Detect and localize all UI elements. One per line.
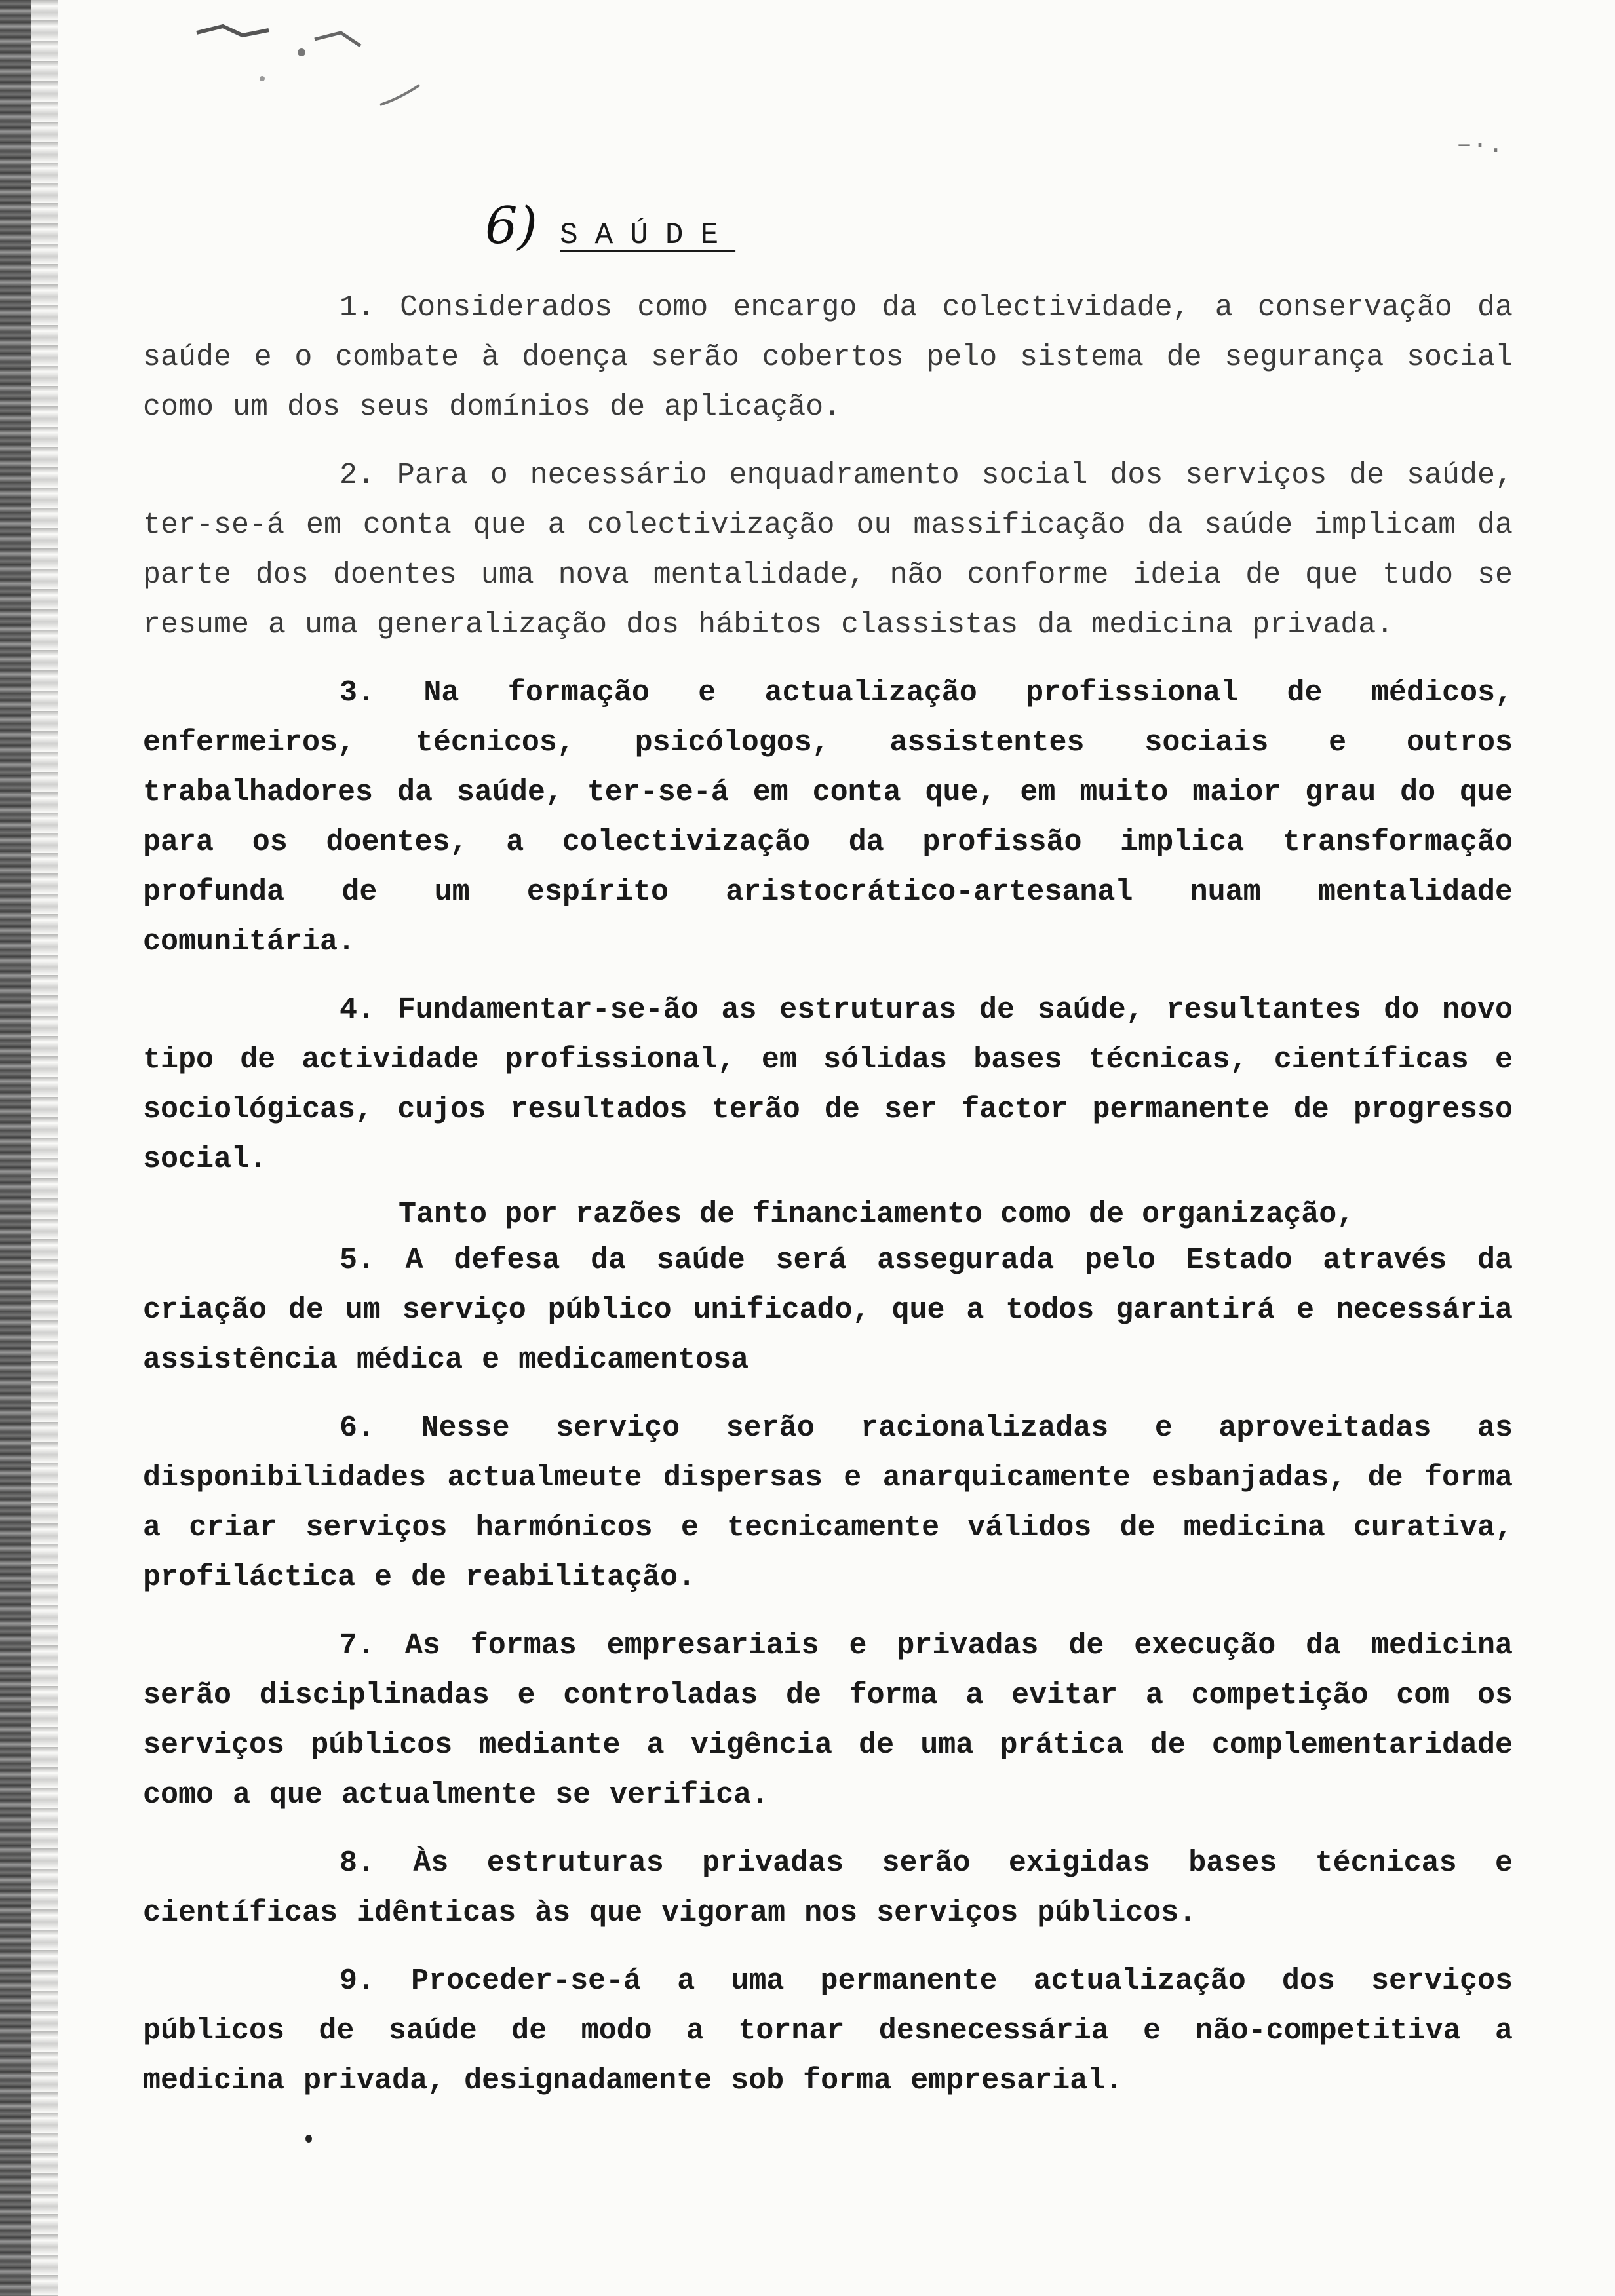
scan-edge-noise (0, 0, 31, 2296)
paragraph-9: 9. Proceder-se-á a uma permanente actualização dos serviços públicos de saúde de modo a tornar desnecessária e não-competitiva a medicina privada, designadamente sob forma empresarial. (143, 1964, 1513, 2097)
document-body (143, 283, 1513, 2124)
paragraph-3: 3. Na formação e actualização profissional de médicos, enfermeiros, técnicos, psicólogos, assistentes sociais e outros trabalhadores da saúde, ter-se-á em conta que, em muito maior grau do que para os doentes, a colectivização da profissão implica transformação profunda de um espírito aristocrático-artesanal nuam mentalidade comunitária. (143, 676, 1513, 959)
corner-pencil-mark: –·. (1456, 131, 1504, 161)
section-number: 6) (485, 197, 538, 256)
paragraph-8: 8. Às estruturas privadas serão exigidas bases técnicas e científicas idênticas às que vigoram nos serviços públicos. (143, 1846, 1513, 1930)
paragraph-1: 1. Considerados como encargo da colectividade, a conservação da saúde e o combate à doença serão cobertos pelo sistema de segurança social como um dos seus domínios de aplicação. (143, 291, 1513, 424)
paragraph-7: 7. As formas empresariais e privadas de execução da medicina serão disciplinadas e controladas de forma a evitar a competição com os serviços públicos mediante a vigência de uma prática de complementaridade como a que actualmente se verifica. (143, 1629, 1513, 1812)
section-heading (485, 197, 735, 256)
paragraph-2: 2. Para o necessário enquadramento social dos serviços de saúde, ter-se-á em conta que a colectivização ou massificação da saúde implicam da parte dos doentes uma nova mentalidade, não conforme ideia de que tudo se resume a uma generalização dos hábitos classistas da medicina privada. (143, 459, 1513, 641)
ink-dot (305, 2135, 312, 2143)
paragraph-6: 6. Nesse serviço serão racionalizadas e aproveitadas as disponibilidades actualmeute dispersas e anarquicamente esbanjadas, de forma a criar serviços harmónicos e tecnicamente válidos de medicina curativa, profiláctica e de reabilitação. (143, 1411, 1513, 1594)
section-title: SAÚDE (560, 218, 736, 252)
paragraph-5: 5. A defesa da saúde será assegurada pelo Estado através da criação de um serviço público unificado, que a todos garantirá e necessária assistência médica e medicamentosa (143, 1244, 1513, 1377)
scan-edge-shadow (31, 0, 58, 2296)
paragraph-5-insertion: Tanto por razões de financiamento como de organização, (399, 1198, 1355, 1231)
paragraph-4: 4. Fundamentar-se-ão as estruturas de saúde, resultantes do novo tipo de actividade profissional, em sólidas bases técnicas, científicas e sociológicas, cujos resultados terão de ser factor permanente de progresso social. (143, 993, 1513, 1176)
scan-top-smudges (184, 7, 524, 111)
